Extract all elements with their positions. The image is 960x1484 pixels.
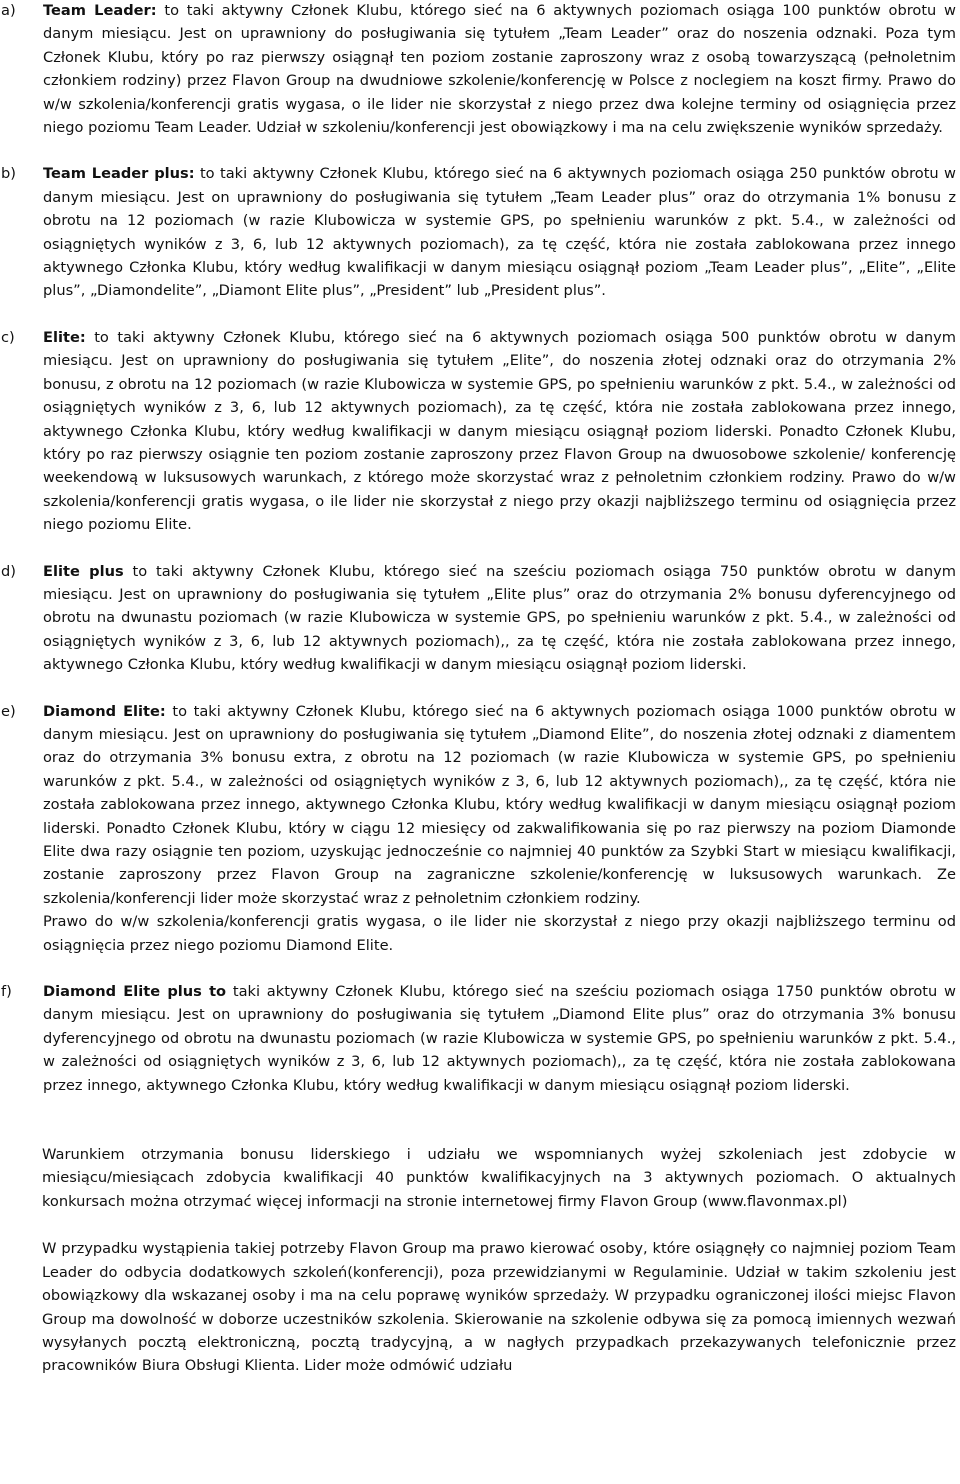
- term-paragraph: [43, 700, 956, 911]
- list-item-team-leader-plus: [0, 162, 956, 302]
- list-item-body: [43, 162, 956, 302]
- term-description: to taki aktywny Członek Klubu, którego sieć na 6 aktywnych poziomach osiąga 250 punktów obrotu w danym miesiącu. Jest on uprawniony do posługiwania się tytułem „Team Leader plus” oraz do otrzymania 1% bonusu z obrotu na 12 poziomach (w razie Klubowicza w systemie GPS, po spełnieniu warunków z pkt. 5.4., w zależności od osiągniętych wyników z 3, 6, lub 12 aktywnych poziomach), za tę część, która nie została zablokowana przez innego aktywnego Członka Klubu, który według kwalifikacji w danym miesiącu osiągnął poziom „Team Leader plus”, „Elite”, „Elite plus”, „Diamondelite”, „Diamont Elite plus”, „President” lub „President plus”.: [43, 165, 956, 300]
- list-item-body: [43, 980, 956, 1097]
- list-marker: b): [1, 165, 16, 183]
- list-item-diamond-elite: [0, 700, 956, 957]
- term-description: taki aktywny Członek Klubu, którego sieć na sześciu poziomach osiąga 1750 punktów obrotu w danym miesiącu. Jest on uprawniony do posługiwania się tytułem „Diamond Elite plus” oraz do otrzymania 3% bonusu dyferencyjnego od obrotu na dwunastu poziomach (w razie Klubowicza w systemie GPS, po spełnieniu warunków z pkt. 5.4., w zależności od osiągniętych wyników z 3, 6, lub 12 aktywnych poziomach),, za tę część, która nie została zablokowana przez innego, aktywnego Członka Klubu, który według kwalifikacji w danym miesiącu osiągnął poziom liderski.: [43, 983, 956, 1094]
- list-marker: d): [1, 562, 16, 580]
- list-item-body: [43, 560, 956, 677]
- additional-training-paragraph: W przypadku wystąpienia takiej potrzeby Flavon Group ma prawo kierować osoby, które osiągnęły co najmniej poziom Team Leader do odbycia dodatkowych szkoleń(konferencji), poza przewidzianymi w Regulaminie. Udział w takim szkoleniu jest obowiązkowy dla wskazanej osoby i ma na celu poprawę wyników sprzedaży. W przypadku ograniczonej ilości miejsc Flavon Group ma dowolność w doborze uczestników szkolenia. Skierowanie na szkolenie odbywa się za pomocą imiennych wezwań wysyłanych pocztą elektroniczną, pocztą tradycyjną, a w nagłych przypadkach przekazywanych telefonicznie przez pracowników Biura Obsługi Klienta. Lider może odmówić udziału: [42, 1240, 956, 1375]
- term-description: to taki aktywny Członek Klubu, którego sieć na sześciu poziomach osiąga 750 punktów obrotu w danym miesiącu. Jest on uprawniony do posługiwania się tytułem „Elite plus” oraz do otrzymania 2% bonusu dyferencyjnego od obrotu na dwunastu poziomach (w razie Klubowicza w systemie GPS, po spełnieniu warunków z pkt. 5.4., w zależności od osiągniętych wyników z 3, 6, lub 12 aktywnych poziomach),, za tę część, która nie została zablokowana przez innego, aktywnego Członka Klubu, który według kwalifikacji w danym miesiącu osiągnął poziom liderski.: [43, 562, 956, 674]
- list-item-elite-plus: [0, 560, 956, 677]
- term-title: Team Leader:: [43, 2, 157, 19]
- term-description: to taki aktywny Członek Klubu, którego sieć na 6 aktywnych poziomach osiąga 1000 punktów obrotu w danym miesiącu. Jest on uprawniony do posługiwania się tytułem „Diamond Elite”, do noszenia złotej odznaki z diamentem oraz do otrzymania 3% bonusu extra, z obrotu na 12 poziomach (w razie Klubowicza w systemie GPS, po spełnieniu warunków z pkt. 5.4., w zależności od osiągniętych wyników z 3, 6, lub 12 aktywnych poziomach),, za tę część, która nie została zablokowana przez innego, aktywnego Członka Klubu, który według kwalifikacji w danym miesiącu osiągnął poziom liderski. Ponadto Członek Klubu, który w ciągu 12 miesięcy od zakwalifikowania się po raz pierwszy na poziom Diamonde Elite dwa razy osiągnie ten poziom, uzyskując jednocześnie co najmniej 40 punktów za Szybki Start w miesiącu kwalifikacji, zostanie zaproszony przez Flavon Group na zagraniczne szkolenie/konferencję w luksusowych warunkach. Ze szkolenia/konferencji lider może skorzystać wraz z pełnoletnim członkiem rodziny.: [43, 702, 956, 907]
- list-marker: c): [1, 328, 15, 346]
- list-item-body: [43, 326, 956, 537]
- term-title: Elite plus: [43, 562, 124, 580]
- term-title: Team Leader plus:: [43, 165, 195, 183]
- term-title: Diamond Elite:: [43, 702, 166, 720]
- term-description: to taki aktywny Członek Klubu, którego sieć na 6 aktywnych poziomach osiąga 100 punktów obrotu w danym miesiącu. Jest on uprawniony do posługiwania się tytułem „Team Leader” oraz do noszenia odznaki. Poza tym Członek Klubu, który po raz pierwszy osiągnął ten poziom zostanie zaproszony wraz z osobą towarzyszącą (pełnoletnim członkiem rodziny) przez Flavon Group na dwudniowe szkolenie/konferencję w Polsce z noclegiem na koszt firmy. Prawo do w/w szkolenia/konferencji gratis wygasa, o ile lider nie skorzystał z niego przez dwa kolejne terminy od osiągnięcia przez niego poziomu Team Leader. Udział w szkoleniu/konferencji jest obowiązkowy i ma na celu zwiększenie wyników sprzedaży.: [43, 2, 956, 137]
- list-item-body: [43, 0, 956, 139]
- bonus-conditions-paragraph: Warunkiem otrzymania bonusu liderskiego i udziału we wspomnianych wyżej szkoleniach jest zdobycie w miesiącu/miesiącach zdobycia kwalifikacji 40 punktów kwalifikacyjnych na 3 aktywnych poziomach. O aktualnych konkursach można otrzymać więcej informacji na stronie internetowej firmy Flavon Group (www.flavonmax.pl): [42, 1146, 956, 1210]
- list-item-body: [43, 700, 956, 957]
- term-paragraph-continuation: Prawo do w/w szkolenia/konferencji gratis wygasa, o ile lider nie skorzystał z niego przy okazji najbliższego terminu od osiągnięcia przez niego poziomu Diamond Elite.: [43, 913, 956, 954]
- list-item-diamond-elite-plus: [0, 980, 956, 1097]
- term-description: to taki aktywny Członek Klubu, którego sieć na 6 aktywnych poziomach osiąga 500 punktów obrotu w danym miesiącu. Jest on uprawniony do posługiwania się tytułem „Elite”, do noszenia złotej odznaki oraz do otrzymania 2% bonusu, z obrotu na 12 poziomach (w razie Klubowicza w systemie GPS, po spełnieniu warunków z pkt. 5.4., w zależności od osiągniętych wyników z 3, 6, lub 12 aktywnych poziomach), za tę część, która nie została zablokowana przez innego, aktywnego Członka Klubu, który według kwalifikacji w danym miesiącu osiągnął poziom liderski. Ponadto Członek Klubu, który po raz pierwszy osiągnie ten poziom zostanie zaproszony przez Flavon Group na dwuosobowe szkolenie/ konferencję weekendową w luksusowych warunkach, z którego może skorzystać wraz z pełnoletnim członkiem rodziny. Prawo do w/w szkolenia/konferencji gratis wygasa, o ile lider nie skorzystał z niego przy okazji najbliższego terminu od osiągnięcia przez niego poziomu Elite.: [43, 328, 956, 534]
- list-item-elite: [0, 326, 956, 537]
- term-title: Elite:: [43, 328, 86, 346]
- list-marker: f): [1, 983, 12, 1001]
- list-marker: a): [1, 2, 16, 19]
- term-title: Diamond Elite plus to: [43, 983, 227, 1001]
- list-item-team-leader: [0, 0, 956, 139]
- list-marker: e): [1, 702, 16, 720]
